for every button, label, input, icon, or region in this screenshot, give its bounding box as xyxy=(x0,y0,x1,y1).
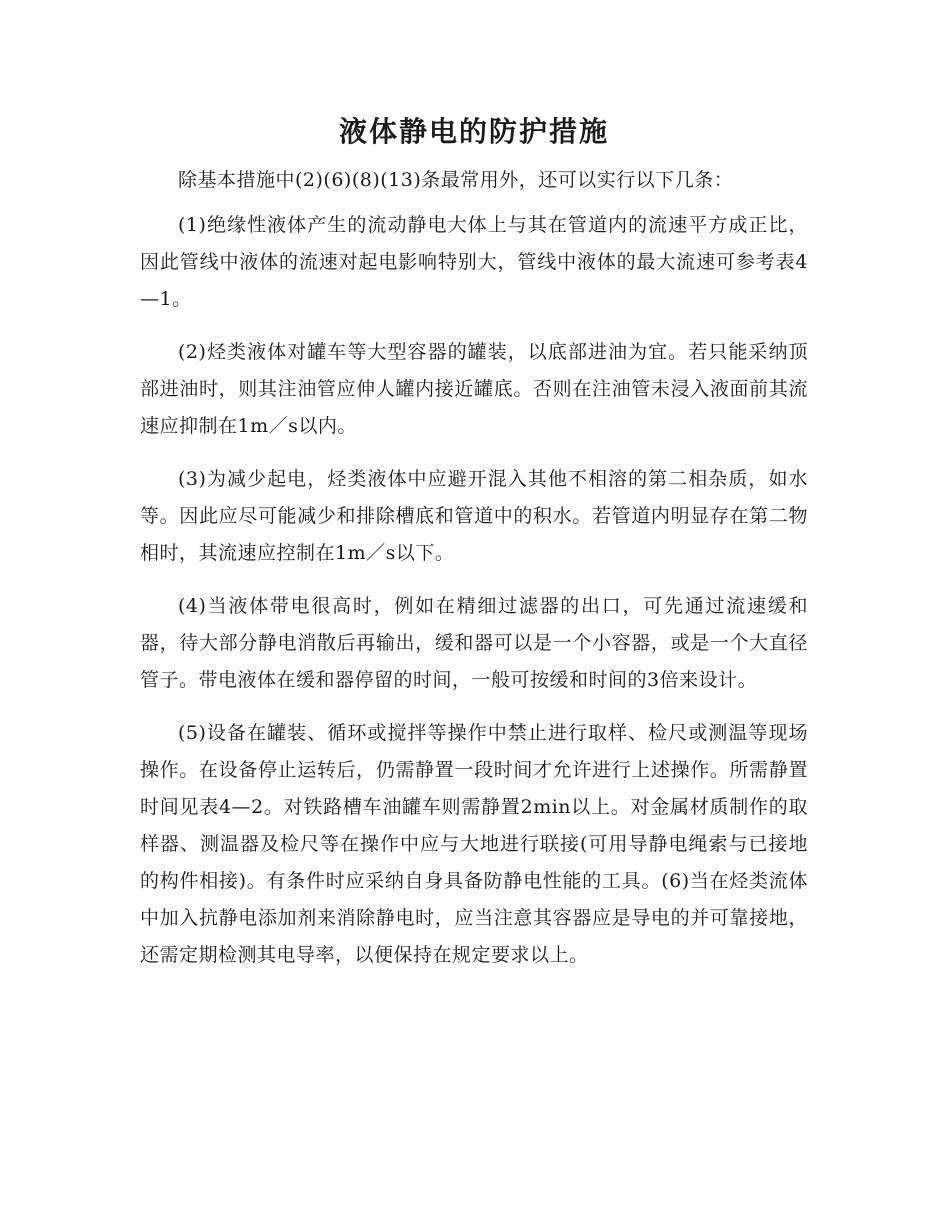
page-title: 液体静电的防护措施 xyxy=(338,115,609,148)
paragraph-1: (1)绝缘性液体产生的流动静电大体上与其在管道内的流速平方成正比，因此管线中液体的流速对起电影响特别大，管线中液体的最大流速可参考表4—1。 xyxy=(140,214,808,310)
paragraph-5: (5)设备在罐装、循环或搅拌等操作中禁止进行取样、检尺或测温等现场操作。在设备停止运转后，仍需静置一段时间才允许进行上述操作。所需静置时间见表4—2。对铁路槽车油罐车则需静置2min以上。对金属材质制作的取样器、测温器及检尺等在操作中应与大地进行联接(可用导静电绳索与已接地的构件相接)。有条件时应采纳自身具备防静电性能的工具。(6)当在烃类流体中加入抗静电添加剂来消除静电时，应当注意其容器应是导电的并可靠接地，还需定期检测其电导率，以便保持在规定要求以上。 xyxy=(140,722,808,966)
paragraph-intro: 除基本措施中(2)(6)(8)(13)条最常用外，还可以实行以下几条： xyxy=(178,169,734,191)
document-page xyxy=(140,110,808,990)
paragraph-4: (4)当液体带电很高时，例如在精细过滤器的出口，可先通过流速缓和器，待大部分静电消散后再输出，缓和器可以是一个小容器，或是一个大直径管子。带电液体在缓和器停留的时间，一般可按缓和时间的3倍来设计。 xyxy=(140,595,808,691)
paragraph-2: (2)烃类液体对罐车等大型容器的罐装，以底部进油为宜。若只能采纳顶部进油时，则其注油管应伸人罐内接近罐底。否则在注油管未浸入液面前其流速应抑制在1m／s以内。 xyxy=(140,341,808,437)
paragraph-3: (3)为减少起电，烃类液体中应避开混入其他不相溶的第二相杂质，如水等。因此应尽可能减少和排除槽底和管道中的积水。若管道内明显存在第二物相时，其流速应控制在1m／s以下。 xyxy=(140,468,808,564)
